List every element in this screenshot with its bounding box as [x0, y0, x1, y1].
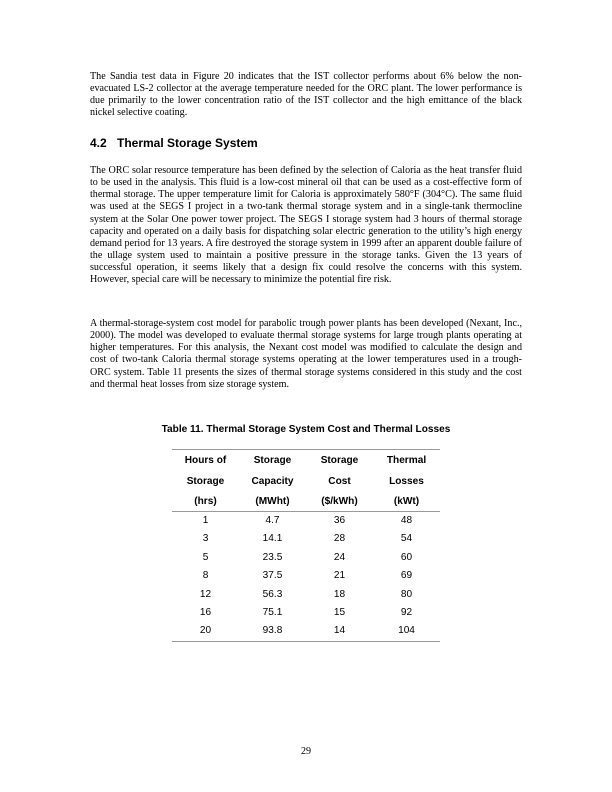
table-row — [172, 530, 440, 548]
table-cell: 21 — [333, 570, 346, 582]
thermal-storage-table — [172, 449, 440, 642]
table-cell: 80 — [400, 588, 413, 600]
header-cell: Cost — [328, 476, 351, 487]
intro-paragraph: The Sandia test data in Figure 20 indicates that the IST collector performs about 6% below the non-evacuated LS-2 collector at the average temperature needed for the ORC plant. The lower performance is due primarily to the lower concentration ratio of the IST collector and the high emittance of the black nickel selective coating. — [90, 71, 522, 119]
table-cell: 23.5 — [262, 551, 283, 563]
caloria-paragraph: The ORC solar resource temperature has been defined by the selection of Caloria as the heat transfer fluid to be used in the analysis. This fluid is a low-cost mineral oil that can be used as a cost-effective form of thermal storage. The upper temperature limit for Caloria is approximately 580°F (304°C). The same fluid was used at the SEGS I project in a two-tank thermal storage system and in a single-tank thermocline system at the Solar One power tower project. The SEGS I storage system had 3 hours of thermal storage capacity and operated on a daily basis for dispatching solar electric generation to the utility’s high energy demand period for 13 years. A fire destroyed the storage system in 1999 after an apparent double failure of the ullage system used to maintain a positive pressure in the storage tanks. Given the 13 years of successful operation, it seems likely that a design fix could resolve the concerns with this system. However, special care will be necessary to minimize the potential fire risk. — [90, 165, 522, 286]
table-cell: 18 — [333, 588, 346, 600]
table-caption: Table 11. Thermal Storage System Cost and Thermal Losses — [161, 424, 451, 435]
page-number: 29 — [300, 746, 312, 757]
header-row — [172, 450, 440, 472]
table-row — [172, 586, 440, 604]
section-number: 4.2 — [90, 136, 107, 150]
table-cell: 15 — [333, 607, 346, 619]
table-cell: 28 — [333, 533, 346, 545]
header-cell: Losses — [389, 476, 424, 487]
table-cell: 24 — [333, 551, 346, 563]
table-row — [172, 512, 440, 531]
table-cell: 60 — [400, 551, 413, 563]
table-body — [172, 512, 440, 642]
table-cell: 14.1 — [262, 533, 283, 545]
header-cell: Hours of — [172, 450, 239, 472]
table-cell: 4.7 — [265, 515, 280, 526]
header-cell: (MWht) — [239, 492, 306, 512]
header-cell: Thermal — [373, 450, 440, 472]
table-cell: 92 — [400, 607, 413, 619]
section-title: Thermal Storage System — [117, 136, 258, 150]
table-row — [172, 549, 440, 567]
header-cell: (hrs) — [172, 492, 239, 512]
header-cell: Storage — [239, 450, 306, 472]
header-cell: Capacity — [251, 476, 294, 487]
table-cell: 48 — [400, 515, 413, 526]
table-cell: 14 — [306, 622, 373, 641]
table-cell: 54 — [400, 533, 413, 545]
table-cell: 56.3 — [262, 588, 283, 600]
table-row — [172, 604, 440, 622]
table-cell: 3 — [202, 533, 209, 545]
table-cell: 16 — [199, 607, 212, 619]
table-cell: 104 — [373, 622, 440, 641]
table-cell: 37.5 — [262, 570, 283, 582]
header-cell: ($/kWh) — [306, 492, 373, 512]
table-cell: 69 — [400, 570, 413, 582]
header-cell: Storage — [306, 450, 373, 472]
header-cell: (kWt) — [373, 492, 440, 512]
table-cell: 1 — [202, 515, 209, 526]
table-row — [172, 567, 440, 585]
table-cell: 12 — [199, 588, 212, 600]
table-header — [172, 450, 440, 512]
section-heading — [90, 136, 258, 150]
header-row — [172, 471, 440, 492]
header-cell: Storage — [186, 476, 225, 487]
header-row — [172, 492, 440, 512]
table-cell: 75.1 — [262, 607, 283, 619]
table-cell: 20 — [172, 622, 239, 641]
table-cell: 93.8 — [239, 622, 306, 641]
cost-model-paragraph: A thermal-storage-system cost model for parabolic trough power plants has been developed (Nexant, Inc., 2000). The model was developed to evaluate thermal storage systems for large trough plants operating at higher temperatures. For this analysis, the Nexant cost model was modified to calculate the design and cost of two-tank Caloria thermal storage systems operating at the lower temperatures used in a trough-ORC system. Table 11 presents the sizes of thermal storage systems considered in this study and the cost and thermal heat losses from size storage system. — [90, 318, 522, 390]
table-cell: 5 — [202, 551, 209, 563]
table-row — [172, 622, 440, 641]
table-cell: 36 — [333, 515, 346, 526]
table-cell: 8 — [202, 570, 209, 582]
